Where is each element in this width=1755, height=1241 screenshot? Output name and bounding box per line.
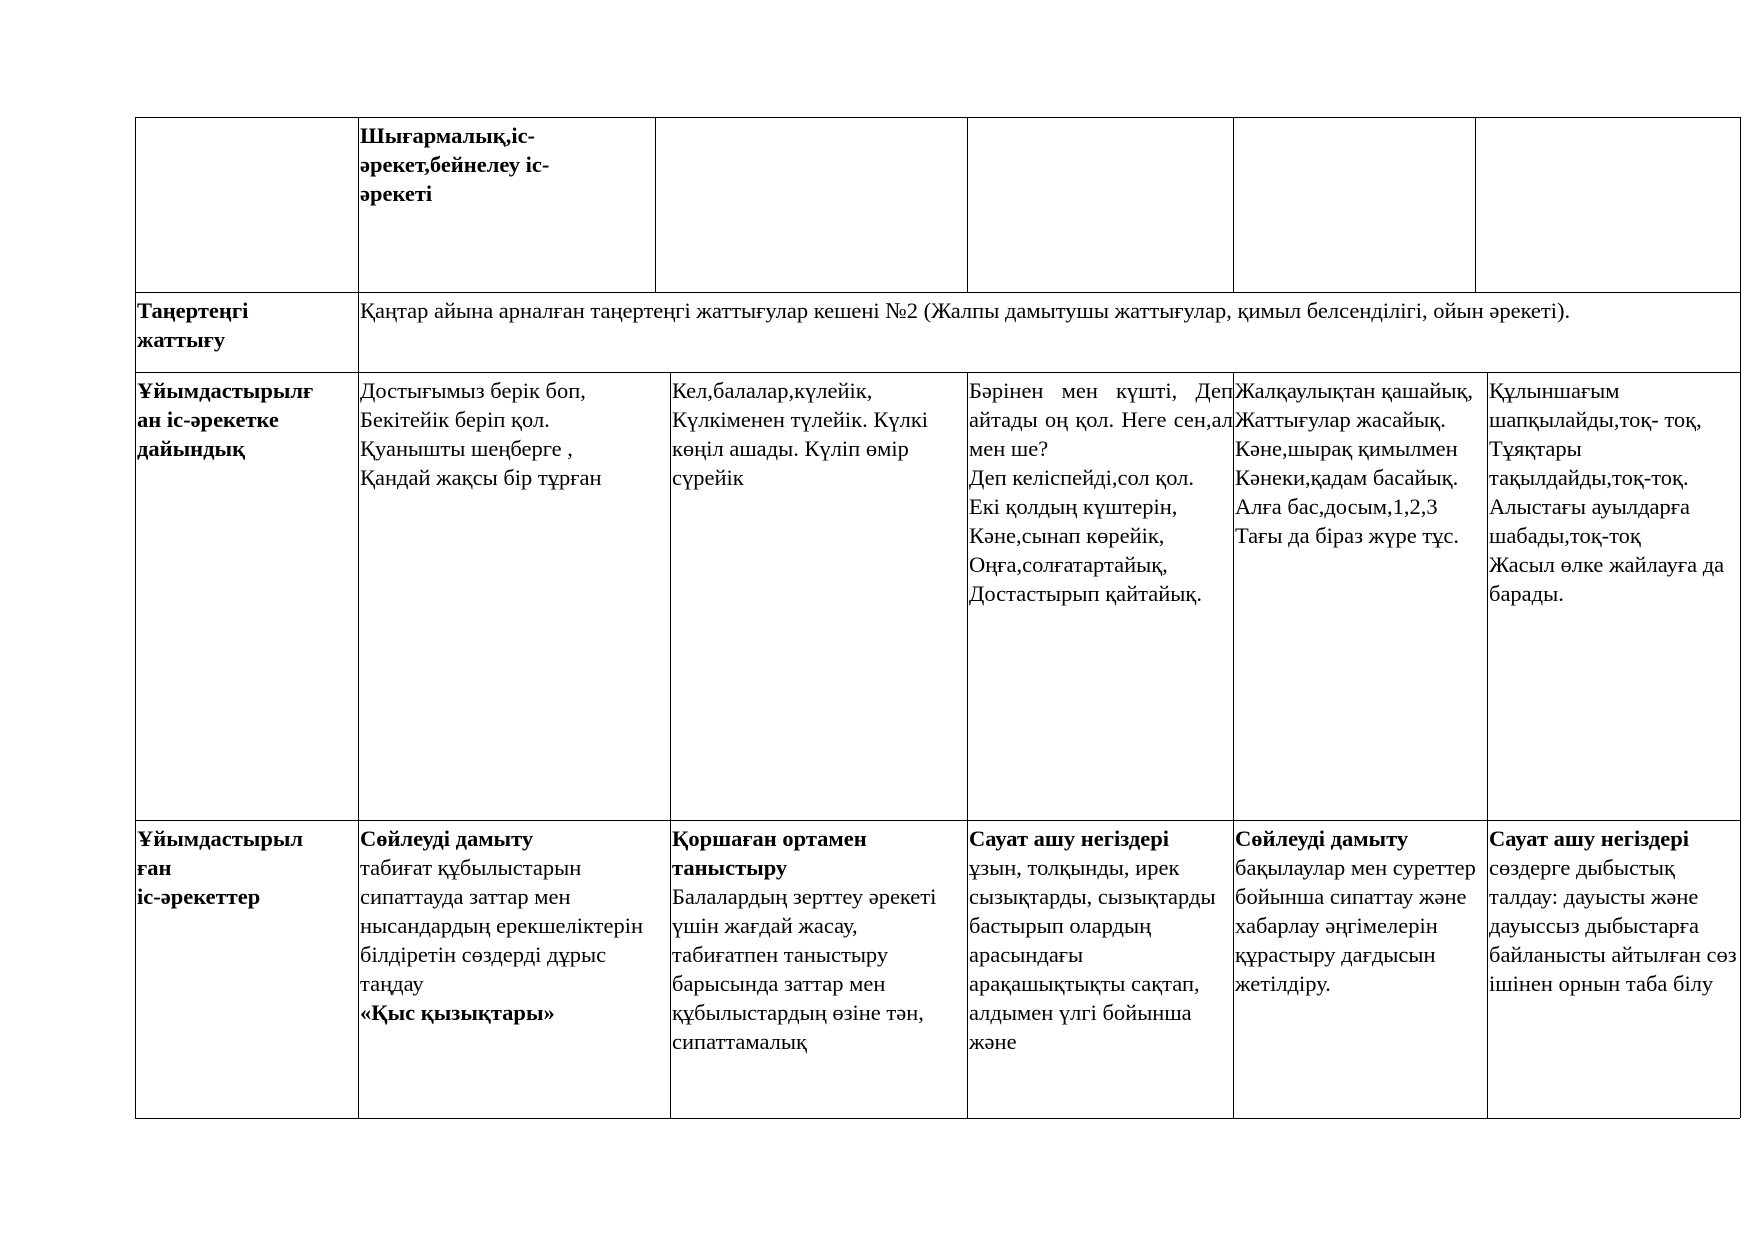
- row4-activity-5: [1487, 822, 1740, 1117]
- row1-sep-d: [1475, 117, 1476, 292]
- row2-header: Таңертеңгі жаттығу: [137, 298, 249, 352]
- activity-2-title: Қоршаған ортамен таныстыру: [672, 826, 867, 880]
- activity-3-body: ұзын, толқынды, ирек сызықтарды, сызықтарды бастырып олардың арасындағы арақашықтықты сақтап, алдымен үлгі бойынша және: [969, 855, 1216, 1054]
- table-border-row2: [135, 372, 1740, 373]
- row3-verse-2: Кел,балалар,күлейік, Күлкіменен түлейік. Күлкі көңіл ашады. Күліп өмір сүрейік: [672, 378, 929, 490]
- activity-4-body: бақылаулар мен суреттер бойынша сипаттау және хабарлау әңгімелерін құрастыру дағдысын жетілдіру.: [1235, 855, 1476, 996]
- activity-1-theme: «Қыс қызықтары»: [360, 1000, 555, 1025]
- row4-activity-3: [967, 822, 1233, 1117]
- row4-activity-4: [1233, 822, 1487, 1117]
- row3-verse-4: Жалқаулықтан қашайық, Жаттығулар жасайық. Кәне,шырақ қимылмен Кәнеки,қадам басайық. Алға бас,досым,1,2,3 Тағы да біраз жүре тұс.: [1235, 378, 1474, 548]
- activity-5-title: Сауат ашу негіздері: [1489, 826, 1689, 851]
- activity-1-title: Сөйлеуді дамыту: [360, 826, 534, 851]
- row3-header: Ұйымдастырылғ ан іс-әрекетке дайындық: [137, 378, 314, 461]
- activity-1-body: табиғат құбылыстарын сипаттауда заттар мен нысандардың ерекшеліктерін білдіретін сөздерді дұрыс таңдау: [360, 855, 644, 996]
- row1-sep-b: [967, 117, 968, 292]
- activity-5-body: сөздерге дыбыстық талдау: дауысты және дауыссыз дыбыстарға байланысты айтылған сөз ішінен орнын таба білу: [1489, 855, 1737, 996]
- activity-3-title: Сауат ашу негіздері: [969, 826, 1169, 851]
- row3-verse-1: Достығымыз берік боп, Бекітейік беріп қол. Қуанышты шеңберге , Қандай жақсы бір тұрған: [360, 378, 602, 490]
- row2-morning-exercise-text: Қаңтар айына арналған таңертеңгі жаттығулар кешені №2 (Жалпы дамытушы жаттығулар, қимыл белсенділігі, ойын әрекеті).: [360, 298, 1571, 323]
- row1-sep-a: [655, 117, 656, 292]
- row3-verse-3: Бәрінен мен күшті, Деп айтады оң қол. Неге сен,ал мен ше? Деп келіспейді,сол қол. Екі қолдың күштерін, Кәне,сынап көрейік, Оңға,солғатартайық, Достастырып қайтайық.: [969, 378, 1233, 606]
- row4-header: Ұйымдастырыл ған іс-әрекеттер: [137, 826, 304, 909]
- table-border-row1: [135, 292, 1740, 293]
- row3-verse-5: Құлыншағым шапқылайды,тоқ- тоқ, Тұяқтары тақылдайды,тоқ-тоқ. Алыстағы ауылдарға шабады,тоқ-тоқ Жасыл өлке жайлауға да барады.: [1489, 378, 1725, 606]
- row1-sep-c: [1233, 117, 1234, 292]
- table-border-row3: [135, 820, 1740, 821]
- activity-4-title: Сөйлеуді дамыту: [1235, 826, 1409, 851]
- table-border-right: [1740, 117, 1741, 1118]
- table-border-top: [135, 117, 1740, 118]
- row4-activity-1: [358, 822, 670, 1117]
- activity-2-body: Балалардың зерттеу әрекеті үшін жағдай жасау, табиғатпен таныстыру барысында заттар мен құбылыстардың өзіне тән, сипаттамалық: [672, 884, 937, 1054]
- table-border-bottom: [135, 1118, 1740, 1119]
- row1-activity-title: Шығармалық,іс- әрекет,бейнелеу іс- әрекеті: [360, 123, 550, 206]
- row4-activity-2: [670, 822, 967, 1117]
